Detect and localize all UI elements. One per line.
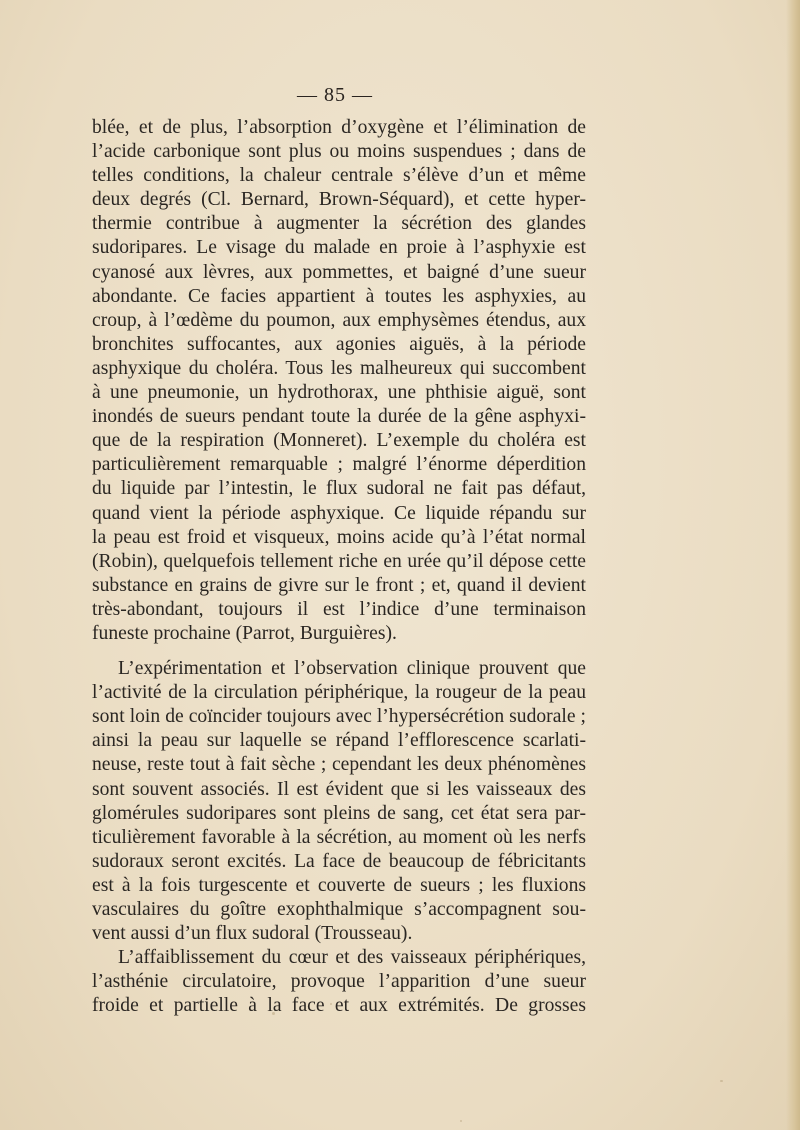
- text-line: asphyxique du choléra. Tous les malheureux qui succombent: [92, 357, 586, 379]
- text-line: vasculaires du goître exophthalmique s’accompagnent sou-: [92, 899, 586, 920]
- paragraph-1: [92, 116, 586, 646]
- text-line: substance en grains de givre sur le front ; et, quand il devient: [92, 574, 586, 596]
- text-line: froide et partielle à la face et aux extrémités. De grosses: [92, 995, 586, 1017]
- paper-speck: [720, 1080, 723, 1082]
- text-line: sudoraux seront excités. La face de beaucoup de fébricitants: [92, 850, 586, 872]
- text-line: est à la fois turgescente et couverte de sueurs ; les fluxions: [92, 874, 586, 896]
- text-line: particulièrement remarquable ; malgré l’énorme déperdition: [92, 454, 586, 476]
- text-line: ainsi la peau sur laquelle se répand l’efflorescence scarlati-: [92, 730, 586, 752]
- page-number: — 85 —: [297, 84, 373, 106]
- text-line: thermie contribue à augmenter la sécrétion des glandes: [92, 213, 586, 235]
- text-line: à une pneumonie, un hydrothorax, une phthisie aiguë, sont: [92, 382, 586, 404]
- text-line: sont loin de coïncider toujours avec l’hypersécrétion sudorale ;: [92, 706, 586, 728]
- text-line: la peau est froid et visqueux, moins acide qu’à l’état normal: [92, 526, 586, 548]
- text-line: inondés de sueurs pendant toute la durée de la gêne asphyxi-: [92, 406, 586, 428]
- text-line: sont souvent associés. Il est évident que si les vaisseaux des: [92, 778, 586, 800]
- text-line: glomérules sudoripares sont pleins de sang, cet état sera par-: [92, 802, 586, 824]
- text-line: funeste prochaine (Parrot, Burguières).: [92, 622, 397, 644]
- body-text: [92, 116, 586, 1018]
- paragraph-2: [92, 657, 586, 946]
- text-line: croup, à l’œdème du poumon, aux emphysèmes étendus, aux: [92, 309, 586, 331]
- text-line: que de la respiration (Monneret). L’exemple du choléra est: [92, 430, 586, 452]
- text-line: vent aussi d’un flux sudoral (Trousseau).: [92, 923, 413, 945]
- text-line: abondante. Ce facies appartient à toutes les asphyxies, au: [92, 285, 586, 307]
- text-line: cyanosé aux lèvres, aux pommettes, et baigné d’une sueur: [92, 261, 586, 283]
- text-line: L’affaiblissement du cœur et des vaisseaux périphériques,: [118, 947, 586, 969]
- paragraph-3: [92, 946, 586, 1018]
- text-line: bronchites suffocantes, aux agonies aiguës, à la période: [92, 333, 586, 355]
- text-line: l’asthénie circulatoire, provoque l’apparition d’une sueur: [92, 971, 586, 993]
- text-line: ticulièrement favorable à la sécrétion, au moment où les nerfs: [92, 826, 586, 848]
- text-line: blée, et de plus, l’absorption d’oxygène et l’élimination de: [92, 117, 586, 138]
- text-line: (Robin), quelquefois tellement riche en urée qu’il dépose cette: [92, 550, 586, 572]
- paragraph-gap: [92, 646, 586, 657]
- text-line: sudoripares. Le visage du malade en proie à l’asphyxie est: [92, 237, 586, 259]
- page-edge-shadow: [786, 0, 800, 1130]
- text-line: telles conditions, la chaleur centrale s’élève d’un et même: [92, 165, 586, 187]
- text-line: quand vient la période asphyxique. Ce liquide répandu sur: [92, 502, 586, 524]
- text-line: du liquide par l’intestin, le flux sudoral ne fait pas défaut,: [92, 478, 586, 500]
- text-line: l’activité de la circulation périphérique, la rougeur de la peau: [92, 682, 586, 704]
- text-line: L’expérimentation et l’observation clinique prouvent que: [118, 658, 586, 680]
- text-line: l’acide carbonique sont plus ou moins suspendues ; dans de: [92, 141, 586, 163]
- text-line: neuse, reste tout à fait sèche ; cependant les deux phénomènes: [92, 754, 586, 776]
- text-line: très-abondant, toujours il est l’indice d’une terminaison: [92, 598, 586, 620]
- text-line: deux degrés (Cl. Bernard, Brown-Séquard), et cette hyper-: [92, 189, 586, 211]
- paper-speck: [460, 1120, 462, 1122]
